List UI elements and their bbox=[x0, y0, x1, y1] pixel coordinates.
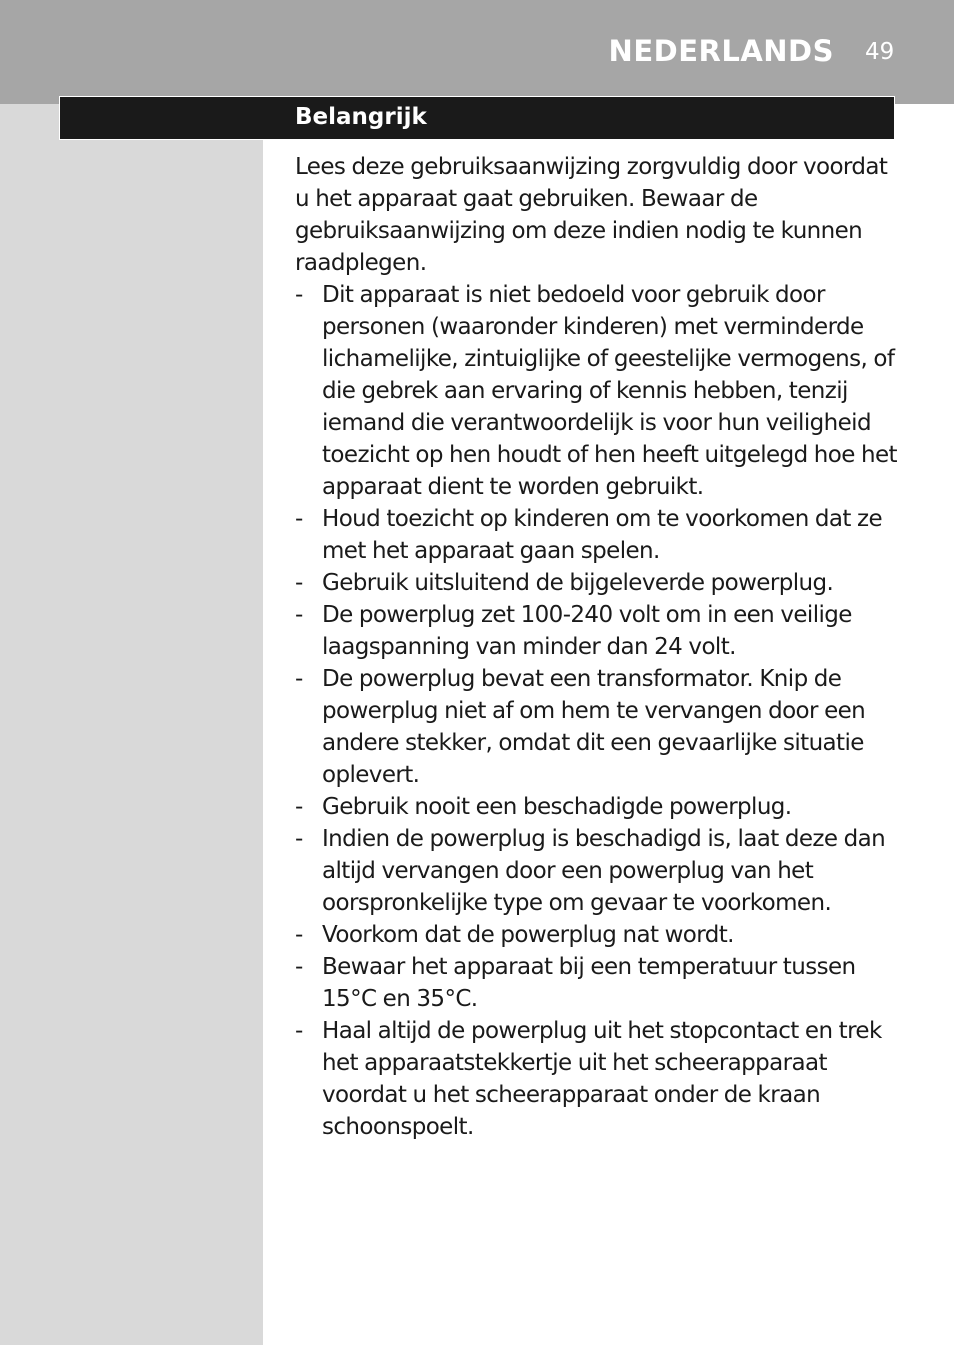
list-item-text: Gebruik nooit een beschadigde powerplug. bbox=[322, 794, 792, 820]
list-item-text: Haal altijd de powerplug uit het stopcontact en trek het apparaatstekkertje uit het scheerapparaat voordat u het scheerapparaat onder de kraan schoonspoelt. bbox=[322, 1018, 882, 1140]
list-item bbox=[295, 503, 900, 567]
safety-list bbox=[295, 279, 900, 1143]
list-item bbox=[295, 663, 900, 791]
list-item bbox=[295, 791, 900, 823]
list-item-text: De powerplug bevat een transformator. Knip de powerplug niet af om hem te vervangen door een andere stekker, omdat dit een gevaarlijke situatie oplevert. bbox=[322, 666, 866, 788]
list-item bbox=[295, 599, 900, 663]
list-item bbox=[295, 951, 900, 1015]
list-item-text: Houd toezicht op kinderen om te voorkomen dat ze met het apparaat gaan spelen. bbox=[322, 506, 883, 564]
list-item-text: Gebruik uitsluitend de bijgeleverde powerplug. bbox=[322, 570, 834, 596]
list-item bbox=[295, 279, 900, 503]
bullet-dash: - bbox=[295, 922, 303, 948]
list-item-text: Bewaar het apparaat bij een temperatuur tussen 15°C en 35°C. bbox=[322, 954, 856, 1012]
bullet-dash: - bbox=[295, 666, 303, 692]
list-item bbox=[295, 1015, 900, 1143]
bullet-dash: - bbox=[295, 1018, 303, 1044]
bullet-dash: - bbox=[295, 826, 303, 852]
list-item-text: Dit apparaat is niet bedoeld voor gebruik door personen (waaronder kinderen) met verminderde lichamelijke, zintuiglijke of geestelijke vermogens, of die gebrek aan ervaring of kennis hebben, tenzij iemand die verantwoordelijk is voor hun veiligheid toezicht op hen houdt of hen heeft uitgelegd hoe het apparaat dient te worden gebruikt. bbox=[322, 282, 897, 500]
language-title: NEDERLANDS bbox=[608, 34, 834, 68]
bullet-dash: - bbox=[295, 794, 303, 820]
section-heading-bar bbox=[59, 96, 895, 140]
list-item-text: Indien de powerplug is beschadigd is, laat deze dan altijd vervangen door een powerplug van het oorspronkelijke type om gevaar te voorkomen. bbox=[322, 826, 886, 916]
list-item-text: Voorkom dat de powerplug nat wordt. bbox=[322, 922, 734, 948]
sidebar-band bbox=[0, 104, 263, 1345]
intro-paragraph: Lees deze gebruiksaanwijzing zorgvuldig door voordat u het apparaat gaat gebruiken. Bewaar de gebruiksaanwijzing om deze indien nodig te kunnen raadplegen. bbox=[295, 154, 888, 276]
section-title: Belangrijk bbox=[295, 104, 427, 130]
body-text bbox=[295, 151, 900, 1143]
list-item bbox=[295, 823, 900, 919]
list-item-text: De powerplug zet 100-240 volt om in een veilige laagspanning van minder dan 24 volt. bbox=[322, 602, 852, 660]
bullet-dash: - bbox=[295, 570, 303, 596]
bullet-dash: - bbox=[295, 282, 303, 308]
bullet-dash: - bbox=[295, 602, 303, 628]
page-number: 49 bbox=[865, 39, 895, 65]
list-item bbox=[295, 567, 900, 599]
bullet-dash: - bbox=[295, 506, 303, 532]
bullet-dash: - bbox=[295, 954, 303, 980]
list-item bbox=[295, 919, 900, 951]
